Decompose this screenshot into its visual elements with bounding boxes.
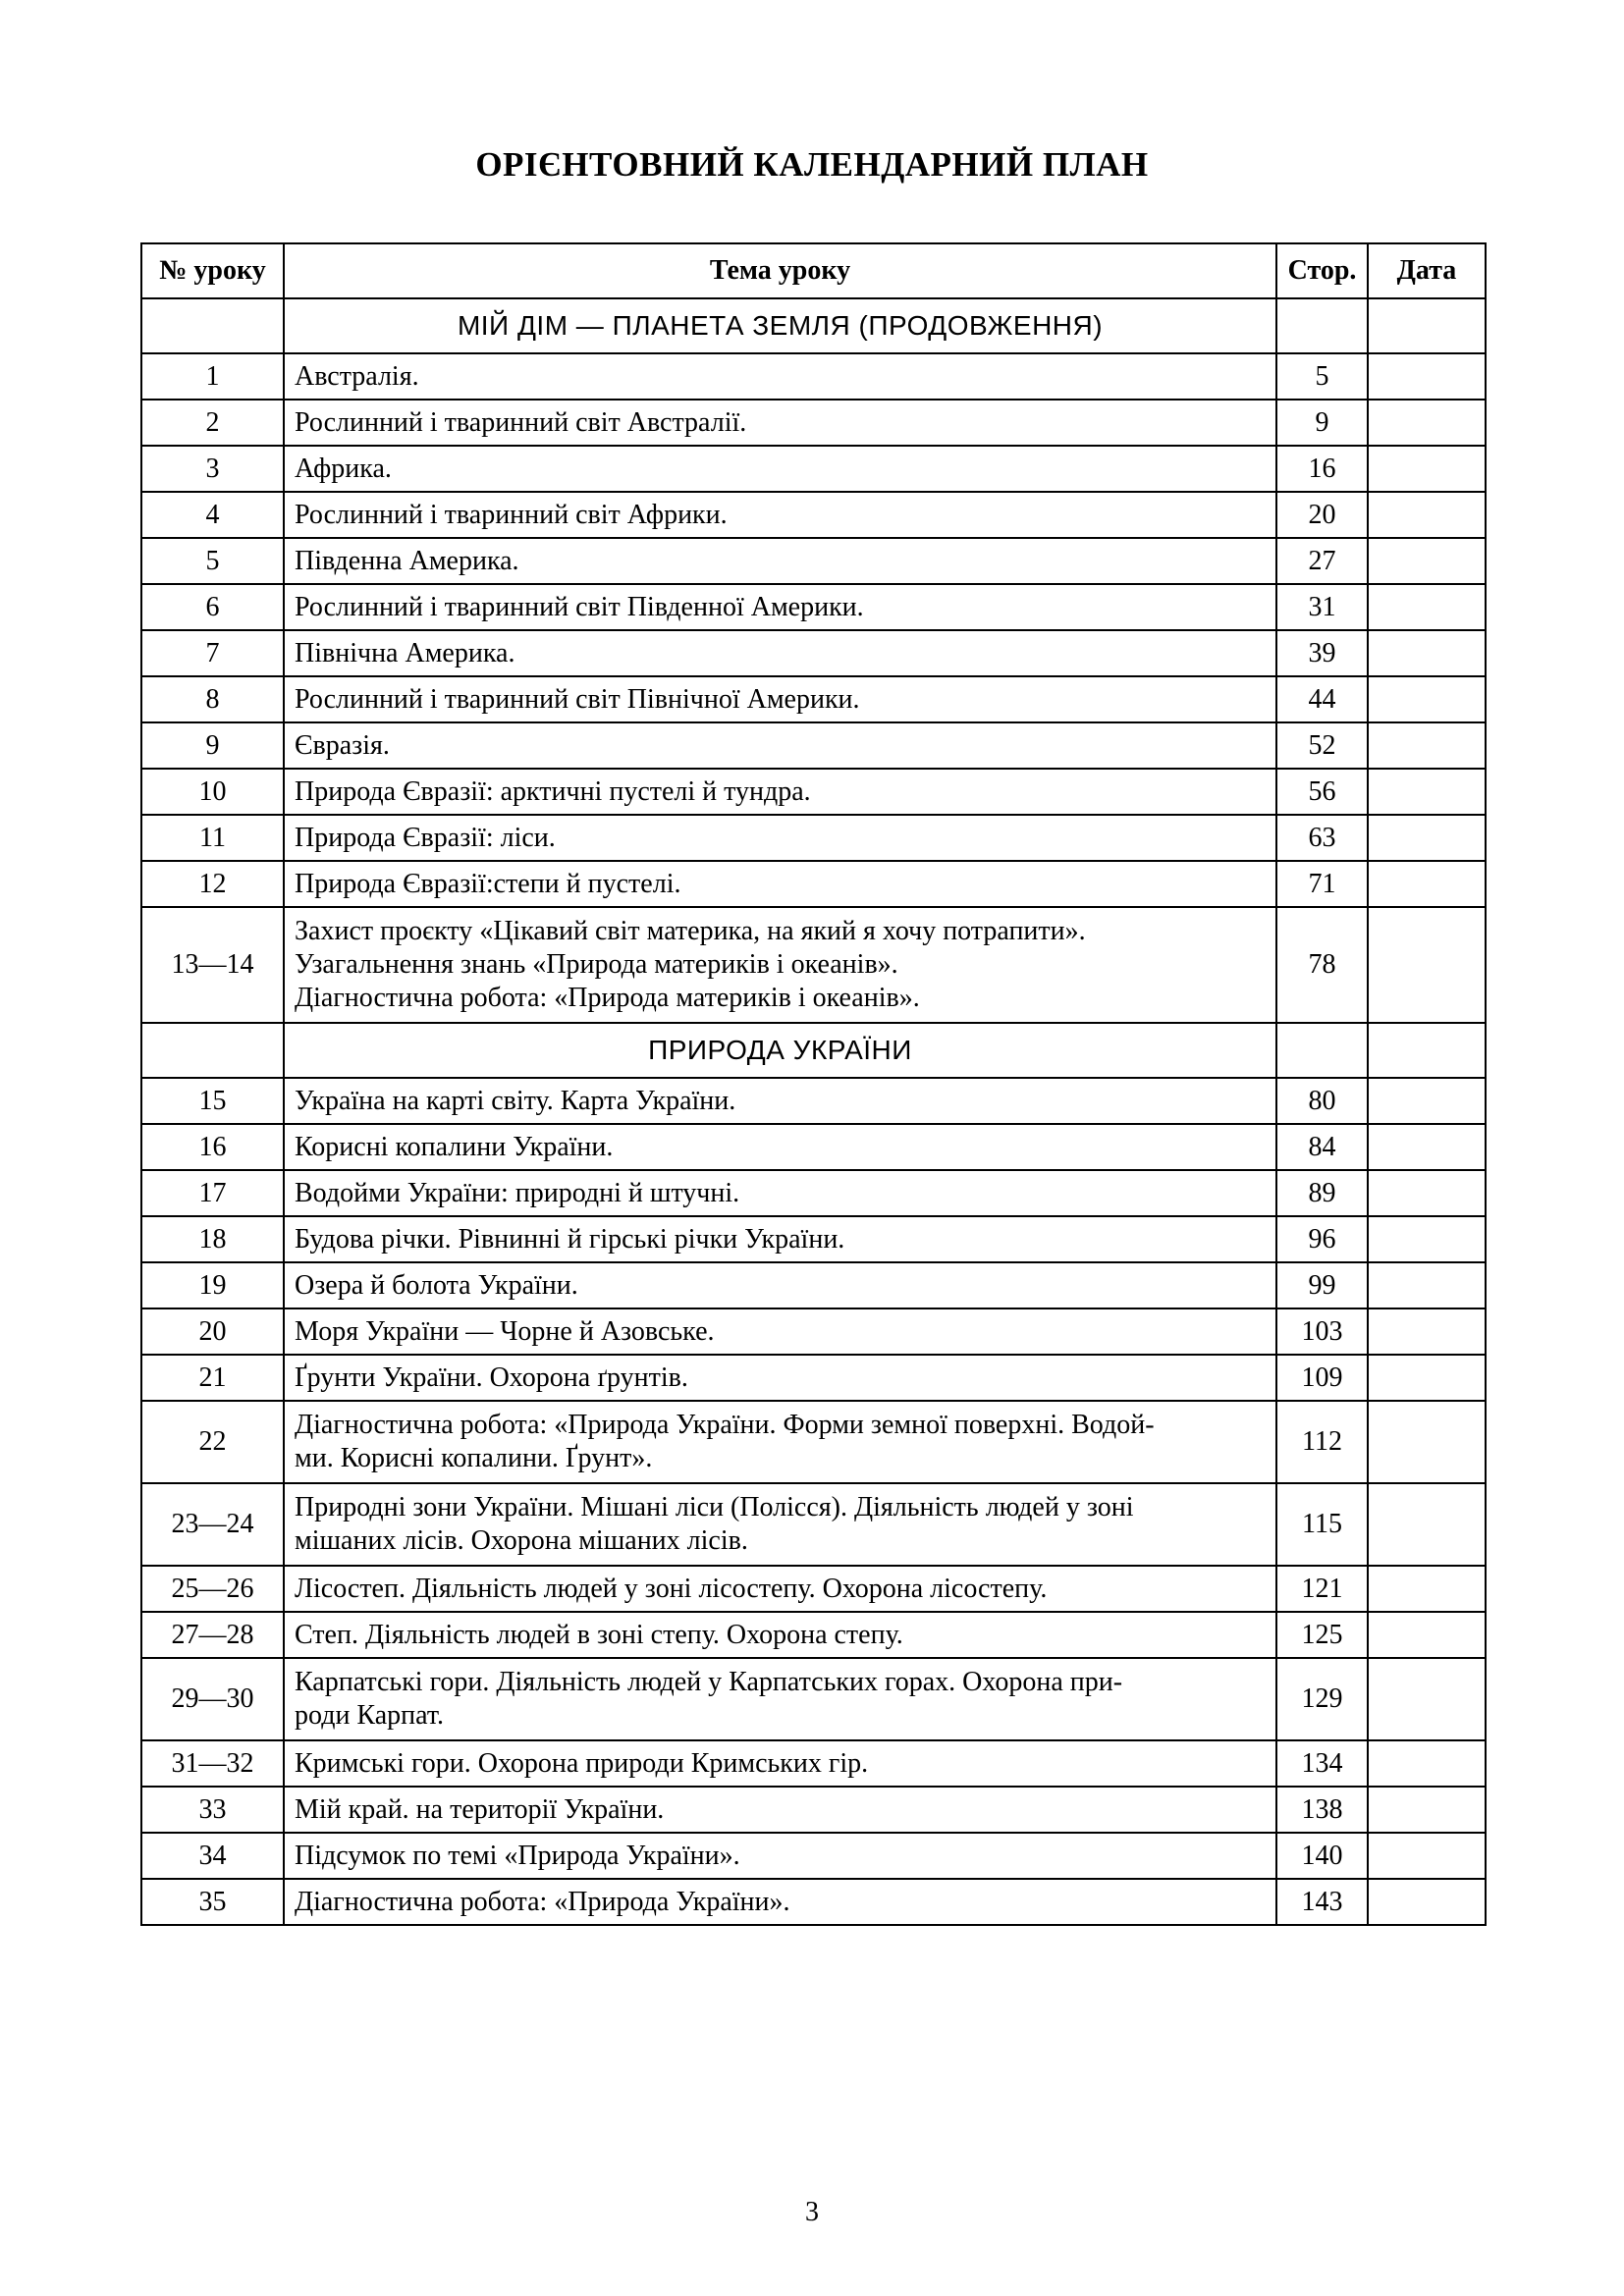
lesson-page: 44 [1276, 676, 1368, 722]
section-date-cell [1368, 1023, 1486, 1078]
lesson-topic: Лісостеп. Діяльність людей у зоні лісостепу. Охорона лісостепу. [284, 1566, 1276, 1612]
lesson-page: 96 [1276, 1216, 1368, 1262]
table-row [141, 815, 1486, 861]
section-number-cell [141, 1023, 284, 1078]
section-page-cell [1276, 1023, 1368, 1078]
lesson-page: 125 [1276, 1612, 1368, 1658]
lesson-topic-line: ми. Корисні копалини. Ґрунт». [295, 1443, 653, 1473]
lesson-topic: Ґрунти України. Охорона ґрунтів. [284, 1355, 1276, 1401]
section-row [141, 298, 1486, 353]
table-row [141, 446, 1486, 492]
lesson-topic [284, 1483, 1276, 1566]
lesson-topic: Рослинний і тваринний світ Північної Америки. [284, 676, 1276, 722]
table-row [141, 1078, 1486, 1124]
lesson-page: 63 [1276, 815, 1368, 861]
lesson-number: 2 [141, 400, 284, 446]
lesson-date [1368, 1787, 1486, 1833]
lesson-date [1368, 815, 1486, 861]
lesson-topic: Рослинний і тваринний світ Австралії. [284, 400, 1276, 446]
lesson-page: 115 [1276, 1483, 1368, 1566]
lesson-page: 16 [1276, 446, 1368, 492]
lesson-topic: Моря України — Чорне й Азовське. [284, 1308, 1276, 1355]
table-row [141, 1308, 1486, 1355]
lesson-number: 34 [141, 1833, 284, 1879]
lesson-number: 12 [141, 861, 284, 907]
lesson-number: 31—32 [141, 1740, 284, 1787]
lesson-number: 25—26 [141, 1566, 284, 1612]
lesson-number: 13—14 [141, 907, 284, 1023]
lesson-date [1368, 1612, 1486, 1658]
lesson-page: 78 [1276, 907, 1368, 1023]
header-lesson-topic: Тема уроку [284, 243, 1276, 298]
lesson-number: 8 [141, 676, 284, 722]
table-row [141, 1566, 1486, 1612]
lesson-page: 52 [1276, 722, 1368, 769]
lesson-topic-line: Діагностична робота: «Природа материків і океанів». [295, 983, 920, 1013]
lesson-page: 89 [1276, 1170, 1368, 1216]
lesson-page: 109 [1276, 1355, 1368, 1401]
table-row [141, 1787, 1486, 1833]
section-number-cell [141, 298, 284, 353]
lesson-topic-line: Діагностична робота: «Природа України. Форми земної поверхні. Водой- [295, 1410, 1155, 1440]
lesson-number: 1 [141, 353, 284, 400]
lesson-page: 99 [1276, 1262, 1368, 1308]
lesson-number: 16 [141, 1124, 284, 1170]
table-row [141, 400, 1486, 446]
lesson-topic: Корисні копалини України. [284, 1124, 1276, 1170]
table-row [141, 1355, 1486, 1401]
lesson-date [1368, 1879, 1486, 1925]
lesson-date [1368, 1566, 1486, 1612]
lesson-number: 7 [141, 630, 284, 676]
lesson-page: 39 [1276, 630, 1368, 676]
lesson-date [1368, 1833, 1486, 1879]
lesson-topic [284, 1401, 1276, 1483]
lesson-date [1368, 446, 1486, 492]
table-row [141, 538, 1486, 584]
lesson-page: 5 [1276, 353, 1368, 400]
header-page: Стор. [1276, 243, 1368, 298]
lesson-number: 18 [141, 1216, 284, 1262]
lesson-number: 33 [141, 1787, 284, 1833]
lesson-number: 9 [141, 722, 284, 769]
lesson-number: 15 [141, 1078, 284, 1124]
lesson-date [1368, 630, 1486, 676]
lesson-number: 10 [141, 769, 284, 815]
table-row [141, 1170, 1486, 1216]
lesson-topic: Південна Америка. [284, 538, 1276, 584]
lesson-number: 21 [141, 1355, 284, 1401]
lesson-page: 80 [1276, 1078, 1368, 1124]
lesson-topic: Природа Євразії: ліси. [284, 815, 1276, 861]
lesson-date [1368, 722, 1486, 769]
lesson-topic [284, 1658, 1276, 1740]
table-row [141, 1740, 1486, 1787]
lesson-topic: Мій край. на території України. [284, 1787, 1276, 1833]
table-row [141, 907, 1486, 1023]
lesson-page: 129 [1276, 1658, 1368, 1740]
lesson-number: 4 [141, 492, 284, 538]
lesson-date [1368, 861, 1486, 907]
table-row [141, 1262, 1486, 1308]
lesson-topic: Водойми України: природні й штучні. [284, 1170, 1276, 1216]
table-row [141, 1216, 1486, 1262]
page-title: ОРІЄНТОВНИЙ КАЛЕНДАРНИЙ ПЛАН [475, 145, 1149, 184]
table-row [141, 1658, 1486, 1740]
table-row [141, 1401, 1486, 1483]
lesson-number: 20 [141, 1308, 284, 1355]
lesson-number: 22 [141, 1401, 284, 1483]
lesson-date [1368, 538, 1486, 584]
lesson-topic: Будова річки. Рівнинні й гірські річки України. [284, 1216, 1276, 1262]
lesson-number: 23—24 [141, 1483, 284, 1566]
lesson-topic: Північна Америка. [284, 630, 1276, 676]
lesson-page: 27 [1276, 538, 1368, 584]
lesson-page: 143 [1276, 1879, 1368, 1925]
lesson-topic: Кримські гори. Охорона природи Кримських гір. [284, 1740, 1276, 1787]
table-row [141, 1833, 1486, 1879]
lesson-date [1368, 1078, 1486, 1124]
table-row [141, 722, 1486, 769]
calendar-plan-table [140, 242, 1487, 1926]
lesson-number: 6 [141, 584, 284, 630]
table-row [141, 1879, 1486, 1925]
lesson-topic-line: роди Карпат. [295, 1700, 444, 1731]
lesson-topic: Підсумок по темі «Природа України». [284, 1833, 1276, 1879]
lesson-topic-line: Захист проєкту «Цікавий світ материка, на який я хочу потрапити». [295, 916, 1086, 946]
lesson-date [1368, 1308, 1486, 1355]
table-row [141, 353, 1486, 400]
header-lesson-number: № уроку [141, 243, 284, 298]
section-row [141, 1023, 1486, 1078]
page-number: 3 [805, 2197, 819, 2227]
lesson-page: 31 [1276, 584, 1368, 630]
table-row [141, 1124, 1486, 1170]
lesson-page: 121 [1276, 1566, 1368, 1612]
lesson-topic-line: Карпатські гори. Діяльність людей у Карпатських горах. Охорона при- [295, 1667, 1123, 1697]
lesson-page: 103 [1276, 1308, 1368, 1355]
lesson-date [1368, 1262, 1486, 1308]
lesson-date [1368, 907, 1486, 1023]
table-row [141, 1612, 1486, 1658]
lesson-date [1368, 1658, 1486, 1740]
lesson-date [1368, 676, 1486, 722]
lesson-topic-line: Природні зони України. Мішані ліси (Полісся). Діяльність людей у зоні [295, 1492, 1134, 1522]
header-date: Дата [1368, 243, 1486, 298]
table-row [141, 492, 1486, 538]
table-row [141, 861, 1486, 907]
lesson-page: 56 [1276, 769, 1368, 815]
lesson-number: 17 [141, 1170, 284, 1216]
lesson-page: 20 [1276, 492, 1368, 538]
lesson-page: 138 [1276, 1787, 1368, 1833]
table-row [141, 769, 1486, 815]
lesson-topic: Діагностична робота: «Природа України». [284, 1879, 1276, 1925]
table-row [141, 1483, 1486, 1566]
lesson-page: 140 [1276, 1833, 1368, 1879]
lesson-topic: Природа Євразії:степи й пустелі. [284, 861, 1276, 907]
lesson-topic: Природа Євразії: арктичні пустелі й тундра. [284, 769, 1276, 815]
lesson-page: 9 [1276, 400, 1368, 446]
lesson-number: 29—30 [141, 1658, 284, 1740]
lesson-date [1368, 1740, 1486, 1787]
section-title: ПРИРОДА УКРАЇНИ [284, 1023, 1276, 1078]
table-header-row [141, 243, 1486, 298]
lesson-date [1368, 400, 1486, 446]
lesson-number: 19 [141, 1262, 284, 1308]
lesson-page: 71 [1276, 861, 1368, 907]
lesson-number: 11 [141, 815, 284, 861]
lesson-topic [284, 907, 1276, 1023]
lesson-topic: Рослинний і тваринний світ Південної Америки. [284, 584, 1276, 630]
lesson-topic-line: мішаних лісів. Охорона мішаних лісів. [295, 1525, 748, 1556]
lesson-date [1368, 1216, 1486, 1262]
lesson-topic-line: Узагальнення знань «Природа материків і океанів». [295, 949, 898, 980]
lesson-date [1368, 353, 1486, 400]
lesson-topic: Рослинний і тваринний світ Африки. [284, 492, 1276, 538]
lesson-topic: Австралія. [284, 353, 1276, 400]
lesson-page: 84 [1276, 1124, 1368, 1170]
lesson-number: 3 [141, 446, 284, 492]
table-row [141, 630, 1486, 676]
table-row [141, 676, 1486, 722]
lesson-topic: Озера й болота України. [284, 1262, 1276, 1308]
lesson-date [1368, 1483, 1486, 1566]
lesson-date [1368, 492, 1486, 538]
lesson-date [1368, 769, 1486, 815]
lesson-date [1368, 1401, 1486, 1483]
section-title: МІЙ ДІМ — ПЛАНЕТА ЗЕМЛЯ (ПРОДОВЖЕННЯ) [284, 298, 1276, 353]
lesson-topic: Україна на карті світу. Карта України. [284, 1078, 1276, 1124]
lesson-date [1368, 584, 1486, 630]
lesson-date [1368, 1170, 1486, 1216]
lesson-date [1368, 1124, 1486, 1170]
table-body [141, 298, 1486, 1925]
section-date-cell [1368, 298, 1486, 353]
lesson-number: 5 [141, 538, 284, 584]
lesson-topic: Степ. Діяльність людей в зоні степу. Охорона степу. [284, 1612, 1276, 1658]
lesson-date [1368, 1355, 1486, 1401]
lesson-topic: Африка. [284, 446, 1276, 492]
section-page-cell [1276, 298, 1368, 353]
lesson-page: 112 [1276, 1401, 1368, 1483]
table-row [141, 584, 1486, 630]
lesson-number: 27—28 [141, 1612, 284, 1658]
lesson-topic: Євразія. [284, 722, 1276, 769]
lesson-number: 35 [141, 1879, 284, 1925]
lesson-page: 134 [1276, 1740, 1368, 1787]
